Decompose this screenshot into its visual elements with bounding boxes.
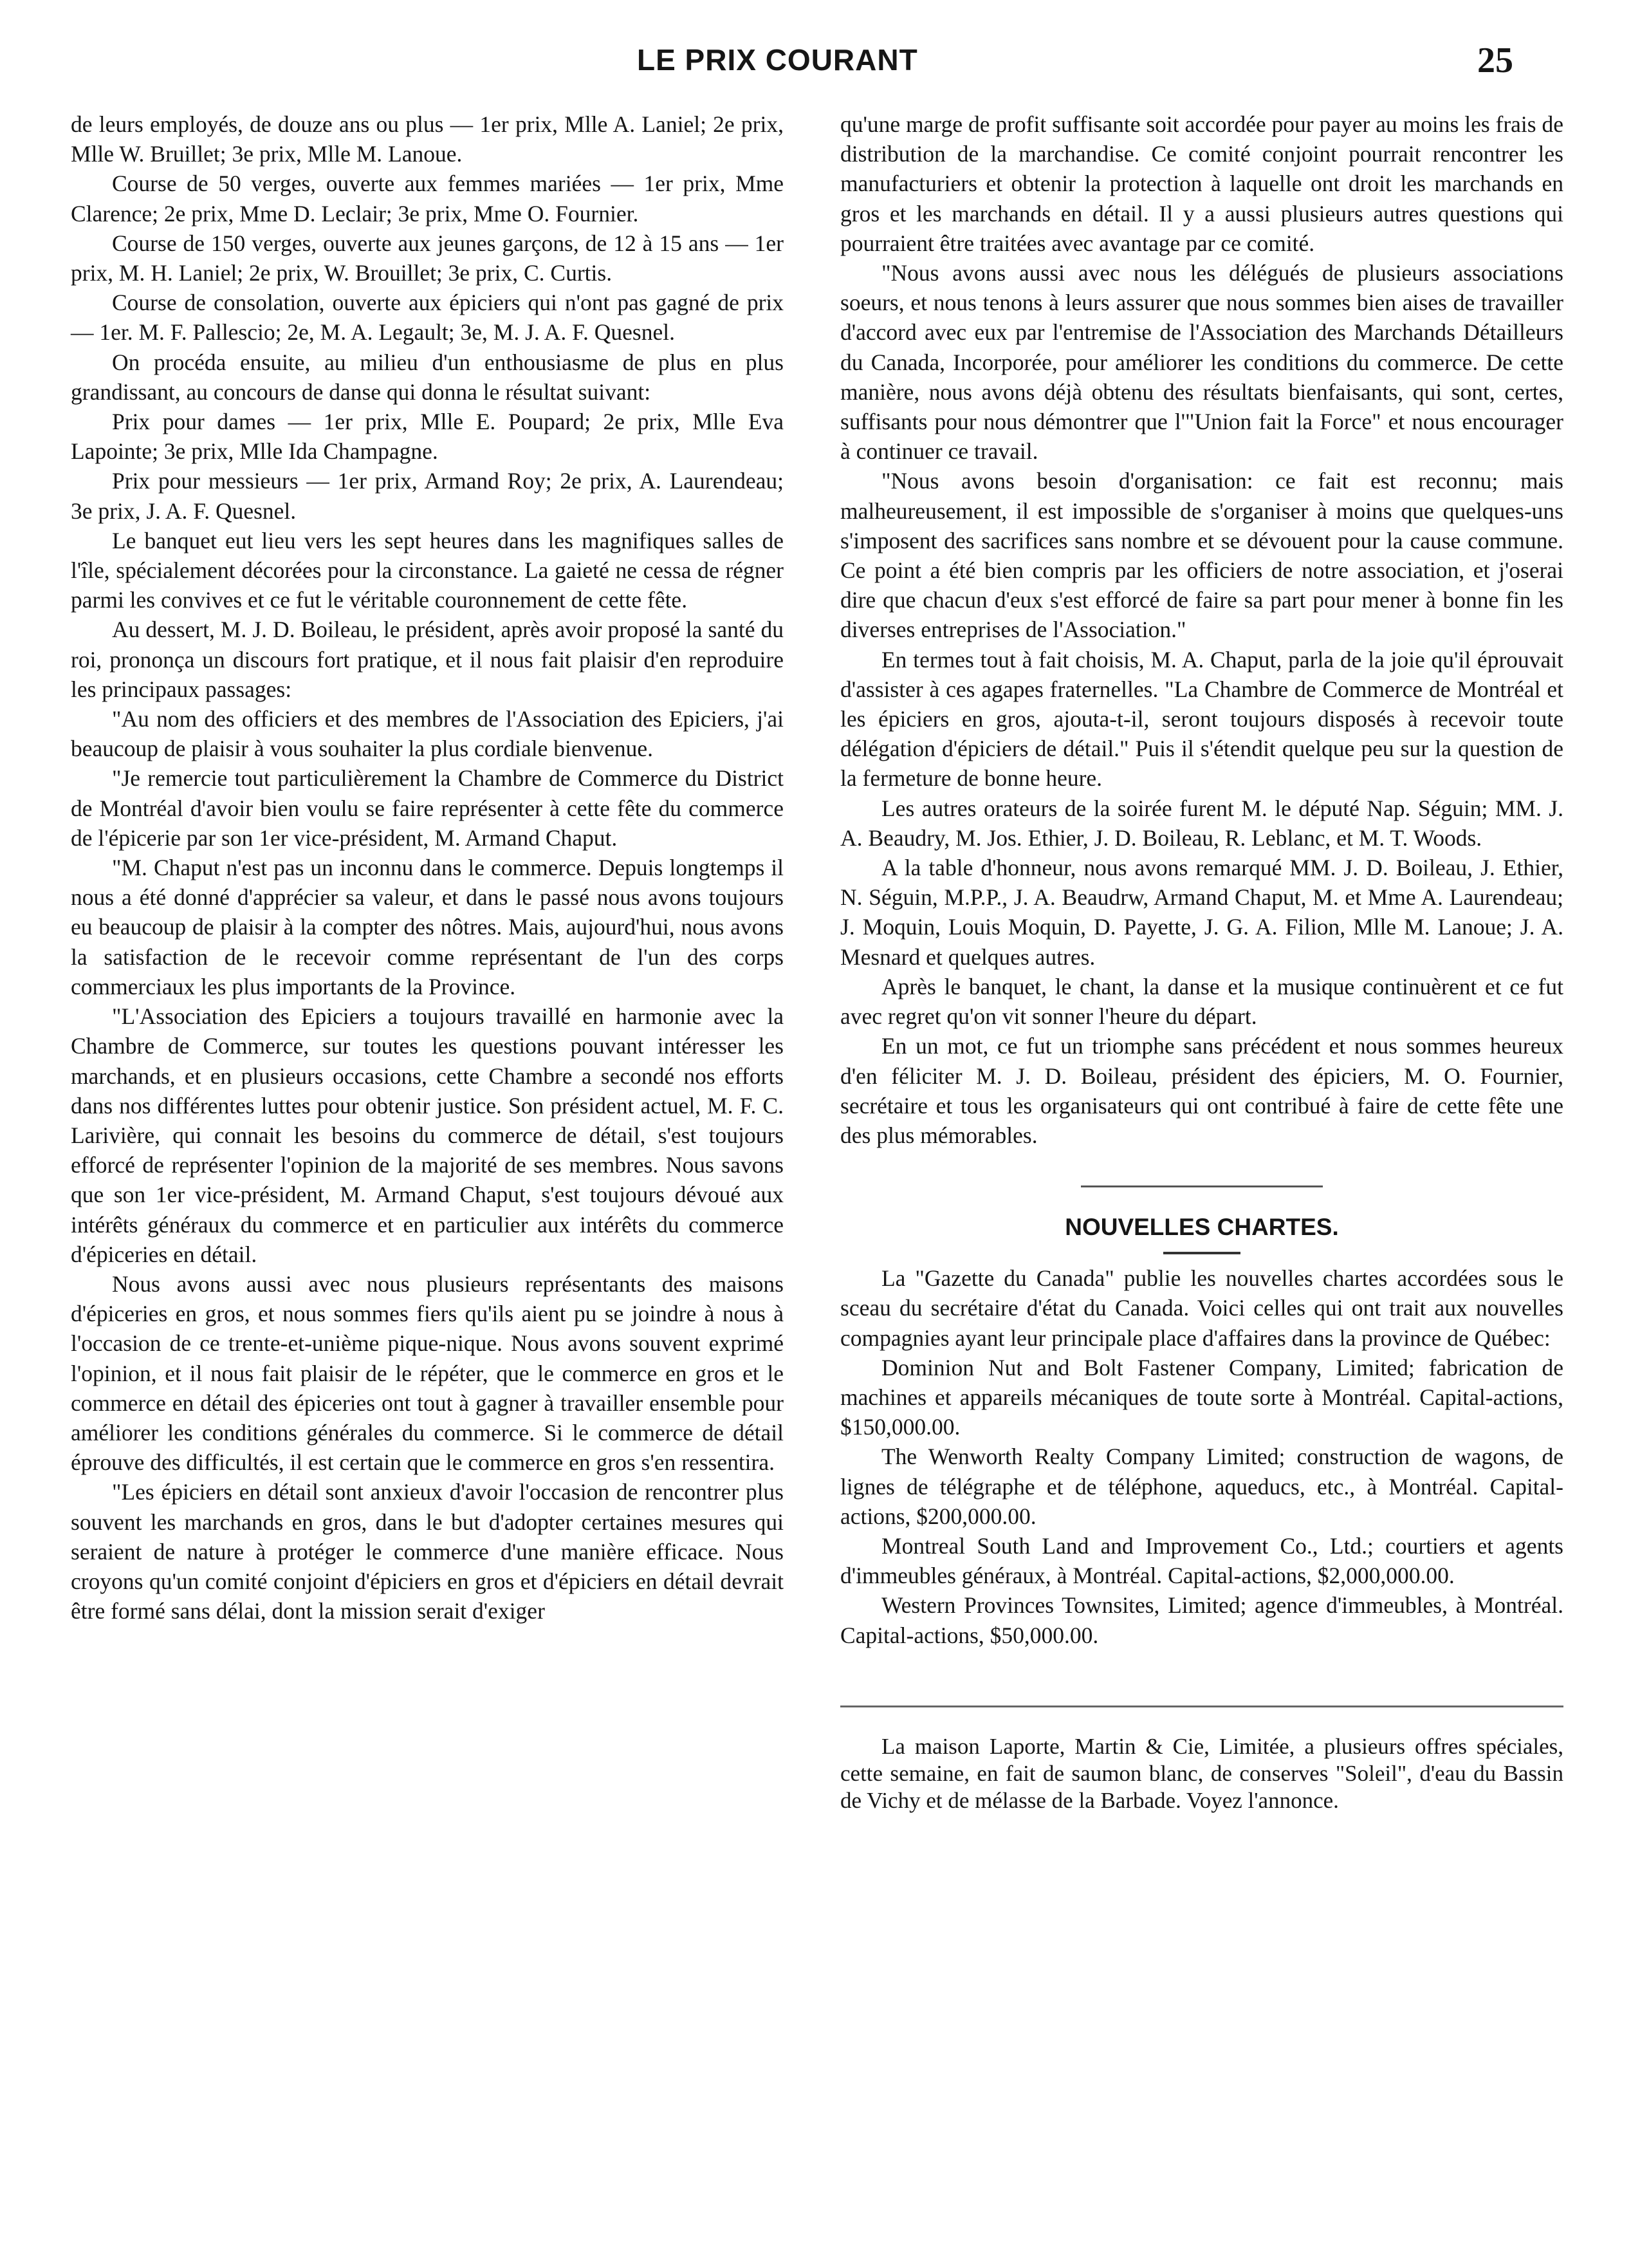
paragraph: Course de 50 verges, ouverte aux femmes mariées — 1er prix, Mme Clarence; 2e prix, Mme D. Leclair; 3e prix, Mme O. Fournier. [71, 171, 784, 227]
title-underline [1163, 1252, 1240, 1254]
paragraph: "Au nom des officiers et des membres de l'Association des Epiciers, j'ai beaucoup de plaisir à vous souhaiter la plus cordiale bienvenue. [71, 706, 784, 762]
notice-box [840, 1706, 1563, 1814]
paragraph: Le banquet eut lieu vers les sept heures dans les magnifiques salles de l'île, spécialement décorées pour la circonstance. La gaieté ne cessa de régner parmi les convives et ce fut le véritable couronnement de cette fête. [71, 527, 784, 613]
paragraph: Prix pour dames — 1er prix, Mlle E. Poupard; 2e prix, Mlle Eva Lapointe; 3e prix, Mlle Ida Champagne. [71, 409, 784, 465]
paragraph: A la table d'honneur, nous avons remarqué MM. J. D. Boileau, J. Ethier, N. Séguin, M.P.P., J. A. Beaudrw, Armand Chaput, M. et Mme A. Laurendeau; J. Moquin, Louis Moquin, D. Payette, J. G. A. Filion, Mlle M. Lanoue; J. A. Mesnard et quelques autres. [840, 855, 1563, 970]
paragraph: Dominion Nut and Bolt Fastener Company, Limited; fabrication de machines et appareils mécaniques de toute sorte à Montréal. Capital-actions, $150,000.00. [840, 1354, 1563, 1440]
publication-title: LE PRIX COURANT [637, 43, 918, 77]
left-column [71, 109, 784, 1626]
paragraph: En termes tout à fait choisis, M. A. Chaput, parla de la joie qu'il éprouvait d'assister à ces agapes fraternelles. "La Chambre de Commerce de Montréal et les épiciers en gros, ajouta-t-il, seront toujours disposés à recevoir toute délégation d'épiciers de détail." Puis il s'étendit quelque peu sur la question de la fermeture de bonne heure. [840, 646, 1563, 792]
paragraph: "L'Association des Epiciers a toujours travaillé en harmonie avec la Chambre de Commerce, sur toutes les questions pouvant intéresser les marchands, et en plusieurs occasions, cette Chambre a secondé nos efforts dans nos différentes luttes pour obtenir justice. Son président actuel, M. F. C. Larivière, qui connait les besoins du commerce de détail, s'est toujours efforcé de représenter l'opinion de la majorité de ses membres. Nous savons que son 1er vice-président, M. Armand Chaput, s'est toujours dévoué aux intérêts généraux du commerce et en particulier aux intérêts du commerce d'épiceries en détail. [71, 1003, 784, 1267]
paragraph: "Nous avons aussi avec nous les délégués de plusieurs associations soeurs, et nous tenons à leurs assurer que nous sommes bien aises de travailler d'accord avec eux par l'entremise de l'Association des Marchands Détailleurs du Canada, Incorporée, pour améliorer les conditions du commerce. De cette manière, nous avons déjà obtenu des résultats bienfaisants, qui sont, certes, suffisants pour nous démontrer que l'"Union fait la Force" et nous encourager à continuer ce travail. [840, 260, 1563, 465]
paragraph: "Nous avons besoin d'organisation: ce fait est reconnu; mais malheureusement, il est impossible de s'organiser à moins que quelques-uns s'imposent des sacrifices sans nombre et se dévouent pour la cause commune. Ce point a été bien compris par les officiers de notre association, et j'oserai dire que chacun d'eux s'est efforcé de faire sa part pour mener à bonne fin les diverses entreprises de l'Association." [840, 468, 1563, 643]
page-number: 25 [1477, 41, 1513, 80]
paragraph: Montreal South Land and Improvement Co., Ltd.; courtiers et agents d'immeubles généraux, à Montréal. Capital-actions, $2,000,000.00. [840, 1532, 1563, 1589]
page-header [0, 40, 1631, 91]
paragraph: de leurs employés, de douze ans ou plus — 1er prix, Mlle A. Laniel; 2e prix, Mlle W. Bruillet; 3e prix, Mlle M. Lanoue. [71, 111, 784, 167]
paragraph: Western Provinces Townsites, Limited; agence d'immeubles, à Montréal. Capital-actions, $50,000.00. [840, 1592, 1563, 1648]
paragraph: The Wenworth Realty Company Limited; construction de wagons, de lignes de télégraphe et de téléphone, aqueducs, etc., à Montréal. Capital-actions, $200,000.00. [840, 1444, 1563, 1529]
paragraph: "M. Chaput n'est pas un inconnu dans le commerce. Depuis longtemps il nous a été donné d'apprécier sa valeur, et dans le passé nous avons toujours eu beaucoup de plaisir à la compter des nôtres. Mais, aujourd'hui, nous avons la satisfaction de le recevoir comme représentant de l'un des corps commerciaux les plus importants de la Province. [71, 855, 784, 999]
paragraph: La "Gazette du Canada" publie les nouvelles chartes accordées sous le sceau du secrétaire d'état du Canada. Voici celles qui ont trait aux nouvelles compagnies ayant leur principale place d'affaires dans la province de Québec: [840, 1265, 1563, 1351]
paragraph: Nous avons aussi avec nous plusieurs représentants des maisons d'épiceries en gros, et nous sommes fiers qu'ils aient pu se joindre à nous à l'occasion de ce trente-et-unième pique-nique. Nous avons souvent exprimé l'opinion, et il nous fait plaisir de le répéter, que le commerce en gros et le commerce en détail des épiceries ont tout à gagner à travailler ensemble pour améliorer les conditions générales du commerce. Si le commerce de détail éprouve des difficultés, il est certain que le commerce en gros s'en ressentira. [71, 1270, 784, 1476]
notice-text: La maison Laporte, Martin & Cie, Limitée, a plusieurs offres spéciales, cette semaine, en fait de saumon blanc, de conserves "Soleil", d'eau du Bassin de Vichy et de mélasse de la Barbade. Voyez l'annonce. [840, 1733, 1563, 1813]
paragraph: On procéda ensuite, au milieu d'un enthousiasme de plus en plus grandissant, au concours de danse qui donna le résultat suivant: [71, 349, 784, 405]
right-column [840, 109, 1563, 1814]
paragraph: "Les épiciers en détail sont anxieux d'avoir l'occasion de rencontrer plus souvent les marchands en gros, dans le but d'adopter certaines mesures qui seraient de nature à protéger le commerce d'une manière efficace. Nous croyons qu'un comité conjoint d'épiciers en gros et d'épiciers en détail devrait être formé sans délai, dont la mission serait d'exiger [71, 1479, 784, 1624]
paragraph: En un mot, ce fut un triomphe sans précédent et nous sommes heureux d'en féliciter M. J. D. Boileau, président des épiciers, M. O. Fournier, secrétaire et tous les organisateurs qui ont contribué à faire de cette fête une des plus mémorables. [840, 1033, 1563, 1148]
section-rule [1081, 1185, 1323, 1187]
paragraph: Au dessert, M. J. D. Boileau, le président, après avoir proposé la santé du roi, prononça un discours fort pratique, et il nous fait plaisir d'en reproduire les principaux passages: [71, 617, 784, 702]
paragraph: Après le banquet, le chant, la danse et la musique continuèrent et ce fut avec regret qu'on vit sonner l'heure du départ. [840, 973, 1563, 1030]
notice-rule [840, 1706, 1563, 1707]
paragraph: Course de 150 verges, ouverte aux jeunes garçons, de 12 à 15 ans — 1er prix, M. H. Laniel; 2e prix, W. Brouillet; 3e prix, C. Curtis. [71, 230, 784, 286]
paragraph: "Je remercie tout particulièrement la Chambre de Commerce du District de Montréal d'avoir bien voulu se faire représenter à cette fête du commerce de l'épicerie par son 1er vice-président, M. Armand Chaput. [71, 765, 784, 851]
section-divider [840, 1150, 1563, 1208]
paragraph: Les autres orateurs de la soirée furent M. le député Nap. Séguin; MM. J. A. Beaudry, M. Jos. Ethier, J. D. Boileau, R. Leblanc, et M. T. Woods. [840, 795, 1563, 851]
paragraph: qu'une marge de profit suffisante soit accordée pour payer au moins les frais de distribution de la marchandise. Ce comité conjoint pourrait rencontrer les manufacturiers et obtenir la protection à laquelle ont droit les marchands en gros et les marchands en détail. Il y a aussi plusieurs autres questions qui pourraient être traitées avec avantage par ce comité. [840, 111, 1563, 256]
paragraph: Prix pour messieurs — 1er prix, Armand Roy; 2e prix, A. Laurendeau; 3e prix, J. A. F. Quesnel. [71, 468, 784, 524]
paragraph: Course de consolation, ouverte aux épiciers qui n'ont pas gagné de prix — 1er. M. F. Pallescio; 2e, M. A. Legault; 3e, M. J. A. F. Quesnel. [71, 290, 784, 346]
section-title: NOUVELLES CHARTES. [1065, 1214, 1339, 1241]
